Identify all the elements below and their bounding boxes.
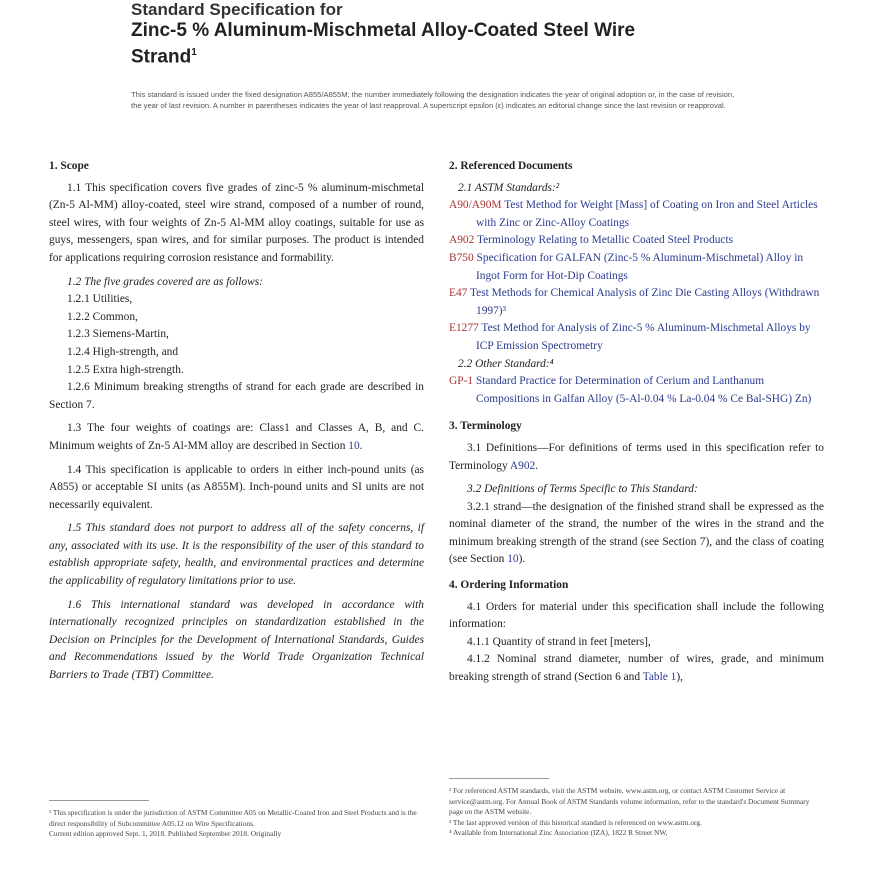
left-footnote-rule	[49, 800, 149, 801]
ref-e47[interactable]: E47 Test Methods for Chemical Analysis of Zinc Die Casting Alloys (Withdrawn 1997)³	[449, 287, 820, 317]
left-footnotes	[49, 808, 424, 840]
section-terminology-heading: 3. Terminology	[449, 420, 522, 433]
para-4-1-1: 4.1.1 Quantity of strand in feet [meters],	[467, 635, 651, 648]
para-4-1-2: 4.1.2 Nominal strand diameter, number of wires, grade, and minimum breaking strength of strand (Section 6 and Table 1),	[449, 653, 824, 684]
grade-utilities: 1.2.1 Utilities,	[67, 293, 133, 306]
para-1-4: 1.4 This specification is applicable to orders in either inch-pound units (as A855) or acceptable SI units (as A855M). Inch-pound units and SI units are not necessarily equivalent.	[49, 463, 424, 511]
ref-e1277[interactable]: E1277 Test Method for Analysis of Zinc-5 % Aluminum-Mischmetal Alloys by ICP Emission Spectrometry	[449, 322, 811, 352]
ref-b750[interactable]: B750 Specification for GALFAN (Zinc-5 % Aluminum-Mischmetal) Alloy in Ingot Form for Hot-Dip Coatings	[449, 251, 804, 282]
title-line-2: Zinc-5 % Aluminum-Mischmetal Alloy-Coated Steel Wire	[131, 20, 636, 41]
right-footnote-rule	[449, 778, 549, 779]
grade-common: 1.2.2 Common,	[67, 310, 138, 323]
table-1-link[interactable]: Table 1	[642, 671, 677, 684]
para-4-1: 4.1 Orders for material under this specification shall include the following information:	[449, 600, 824, 631]
other-standard-label: 2.2 Other Standard:⁴	[458, 357, 554, 370]
footnote-1: ¹ This specification is under the jurisdiction of ASTM Committee A05 on Metallic-Coated Iron and Steel Products and is the direct responsibility of Subcommittee A05.12 on Wire Specifications.	[49, 808, 417, 828]
left-column	[49, 158, 424, 691]
section-10-link-2[interactable]: 10	[507, 553, 519, 566]
title-line-3: Strand$^1$	[131, 46, 197, 68]
para-3-2: 3.2 Definitions of Terms Specific to This Standard:	[467, 483, 698, 496]
astm-standards-label: 2.1 ASTM Standards:²	[458, 181, 560, 194]
ref-a902[interactable]: A902 Terminology Relating to Metallic Coated Steel Products	[449, 234, 734, 247]
footnote-2: ² For referenced ASTM standards, visit the ASTM website, www.astm.org, or contact ASTM Customer Service at service@astm.org. For Annual Book of ASTM Standards volume information, refer to the standard's Document Summary page on the ASTM website.	[449, 786, 810, 816]
right-footnotes	[449, 786, 824, 839]
para-1-6: 1.6 This international standard was developed in accordance with internationally recognized principles on standardization established in the Decision on Principles for the Development of International Standards, Guides and Recommendations issued by the World Trade Organization Technical Barriers to Trade (TBT) Committee.	[49, 598, 424, 682]
ref-a90[interactable]: A90/A90M Test Method for Weight [Mass] of Coating on Iron and Steel Articles with Zinc or Zinc-Alloy Coatings	[449, 199, 818, 229]
section-ordering-heading: 4. Ordering Information	[449, 579, 569, 592]
grade-extra-high-strength: 1.2.5 Extra high-strength.	[67, 363, 184, 376]
para-1-2: 1.2 The five grades covered are as follows:	[67, 275, 263, 288]
footnote-edition: Current edition approved Sept. 1, 2018. Published September 2018. Originally	[49, 829, 282, 838]
document-header	[131, 0, 635, 68]
a902-link[interactable]: A902	[509, 459, 536, 472]
para-1-1: 1.1 This specification covers five grades of zinc-5 % aluminum-mischmetal (Zn-5 Al-MM) alloy-coated, steel wire strand, composed of a number of round, steel wires, with four weights of Zn-5 Al-MM alloy coatings, suitable for use as guys, messengers, span wires, and for similar purposes. The product is intended for applications requiring corrosion resistance and formability.	[49, 181, 424, 264]
grade-siemens-martin: 1.2.3 Siemens-Martin,	[67, 328, 169, 341]
para-3-1: 3.1 Definitions—For definitions of terms used in this specification refer to Terminology A902.	[449, 441, 824, 472]
section-referenced-documents-heading: 2. Referenced Documents	[449, 160, 573, 172]
section-scope-heading: 1. Scope	[49, 160, 89, 172]
title-prefix: Standard Specification for	[131, 0, 343, 19]
footnote-4: ⁴ Available from International Zinc Association (IZA), 1822 R Street NW,	[449, 828, 668, 837]
designation-notice: This standard is issued under the fixed designation A855/A855M; the number immediately following the designation indicates the year of original adoption or, in the case of revision, the year of last revision. A number in parentheses indicates the year of last reapproval. A superscript epsilon (ε) indicates an editorial change since the last revision or reapproval.	[131, 90, 735, 110]
grade-high-strength: 1.2.4 High-strength, and	[67, 345, 179, 358]
para-1-3: 1.3 The four weights of coatings are: Class1 and Classes A, B, and C. Minimum weights of Zn-5 Al-MM alloy are described in Section 10.	[49, 422, 424, 452]
para-1-2-6: 1.2.6 Minimum breaking strengths of strand for each grade are described in Section 7.	[49, 381, 424, 411]
right-column	[449, 158, 824, 693]
footnote-3: ³ The last approved version of this historical standard is referenced on www.astm.org.	[449, 817, 702, 827]
para-1-5: 1.5 This standard does not purport to address all of the safety concerns, if any, associated with its use. It is the responsibility of the user of this standard to establish appropriate safety, health, and environmental practices and determine the applicability of regulatory limitations prior to use.	[49, 522, 424, 588]
para-3-2-1: 3.2.1 strand—the designation of the finished strand shall be expressed as the nominal diameter of the strand, the number of the wires in the strand and the minimum breaking strength of the strand (see Section 7), and the class of coating (see Section 10).	[449, 500, 824, 566]
section-10-link[interactable]: 10	[348, 439, 360, 452]
ref-gp1[interactable]: GP-1 Standard Practice for Determination of Cerium and Lanthanum Compositions in Galfan Alloy (5-Al-0.04 % La-0.04 % Ce Bal-SHG) Zn)	[449, 375, 812, 405]
